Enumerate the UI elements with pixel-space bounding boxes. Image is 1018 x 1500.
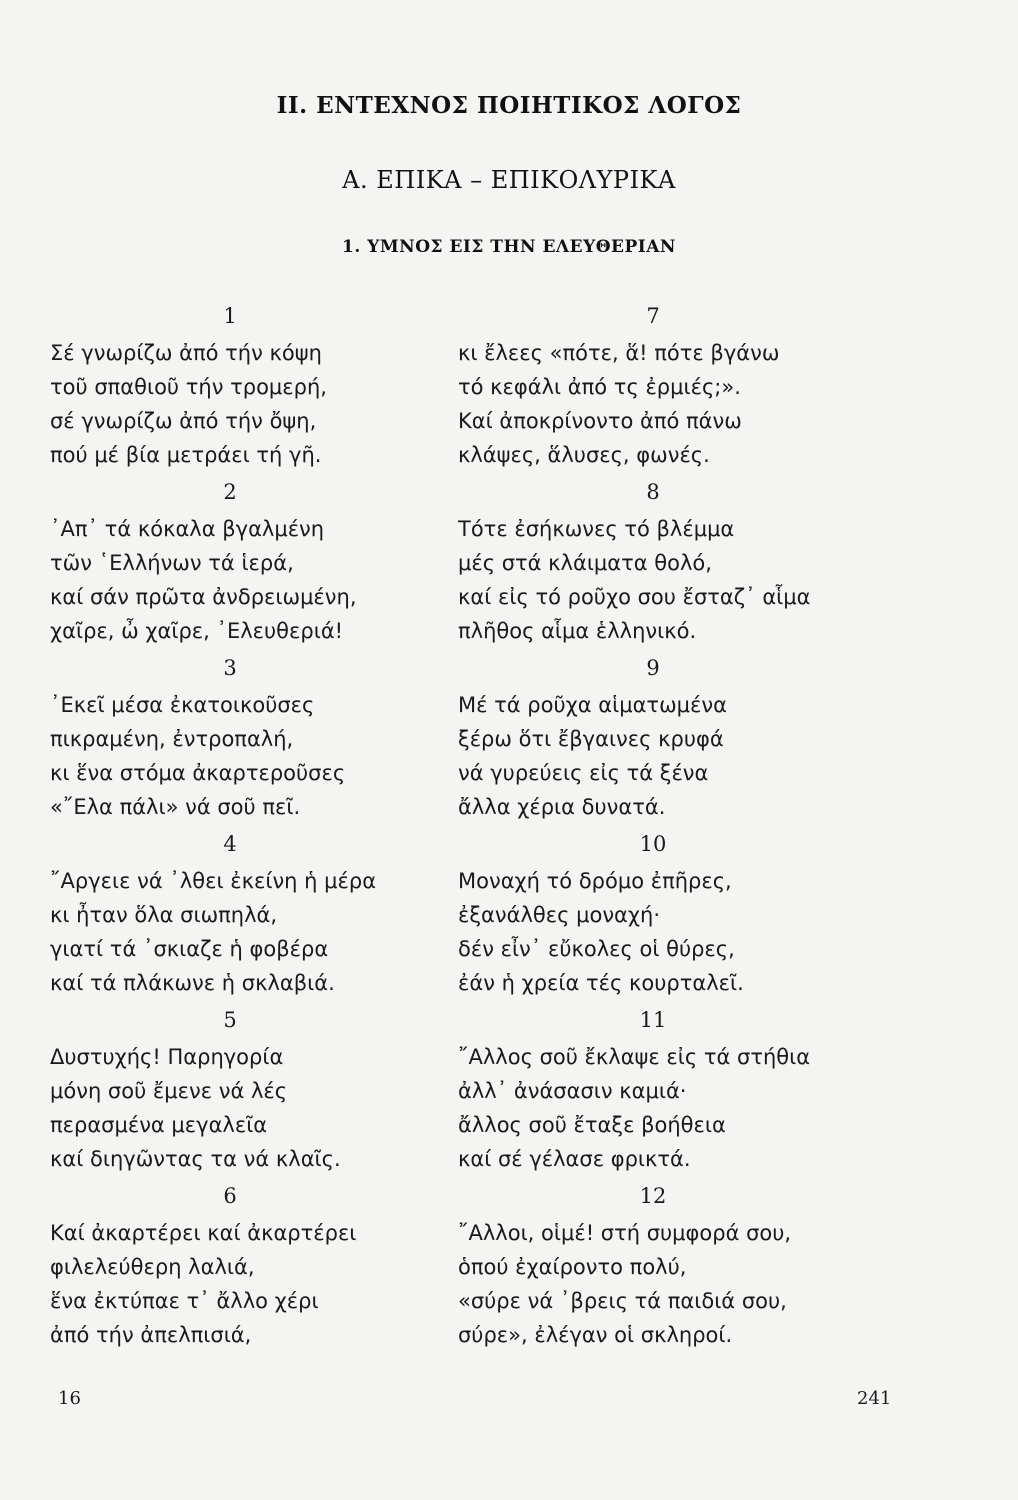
stanza-number: 6 — [223, 1184, 237, 1208]
verse-line: ἐξανάλθες μοναχή· — [458, 903, 661, 927]
verse-line: καί τά πλάκωνε ἡ σκλαβιά. — [50, 971, 335, 995]
stanza-number: 4 — [223, 832, 237, 856]
stanza-number: 7 — [646, 304, 660, 328]
stanza — [50, 824, 450, 1000]
verse-line: ἀπό τήν ἀπελπισιά, — [50, 1323, 252, 1347]
verse-line: ἐάν ἡ χρεία τές κουρταλεῖ. — [458, 971, 744, 995]
verse-line: τῶν ῾Ελλήνων τά ἱερά, — [50, 551, 294, 575]
verse-line: τοῦ σπαθιοῦ τήν τρομερή, — [50, 375, 327, 399]
stanza — [50, 472, 450, 648]
verse-line: ξέρω ὅτι ἔβγαινες κρυφά — [458, 727, 724, 751]
stanza — [458, 648, 908, 824]
verse-line: Μέ τά ροῦχα αἱματωμένα — [458, 693, 727, 717]
part-title: II. ΕΝΤΕΧΝΟΣ ΠΟΙΗΤΙΚΟΣ ΛΟΓΟΣ — [276, 92, 742, 119]
stanza-number: 9 — [646, 656, 660, 680]
verse-line: φιλελεύθερη λαλιά, — [50, 1255, 255, 1279]
verse-line: μόνη σοῦ ἔμενε νά λές — [50, 1079, 288, 1103]
stanza-number: 3 — [223, 656, 237, 680]
verse-line: καί εἰς τό ροῦχο σου ἔσταζ᾿ αἷμα — [458, 585, 811, 609]
verse-line: Τότε ἐσήκωνες τό βλέμμα — [458, 517, 735, 541]
verse-line: ᾿Απ᾿ τά κόκαλα βγαλμένη — [50, 517, 325, 541]
verse-line: κι ἦταν ὅλα σιωπηλά, — [50, 903, 278, 927]
verse-line: καί διηγῶντας τα νά κλαῖς. — [50, 1147, 341, 1171]
stanza — [50, 1000, 450, 1176]
verse-line: δέν εἶν᾿ εὔκολες οἱ θύρες, — [458, 937, 735, 961]
verse-line: περασμένα μεγαλεῖα — [50, 1113, 268, 1137]
stanza — [458, 1000, 908, 1176]
stanza — [458, 824, 908, 1000]
verse-line: ῎Αργειε νά ᾿λθει ἐκείνη ἡ μέρα — [50, 869, 377, 893]
verse-line: ὁπού ἐχαίροντο πολύ, — [458, 1255, 687, 1279]
section-title: Α. ΕΠΙΚΑ – ΕΠΙΚΟΛΥΡΙΚΑ — [342, 166, 676, 194]
verse-line: Καί ἀποκρίνοντο ἀπό πάνω — [458, 409, 742, 433]
poem-title: 1. ΥΜΝΟΣ ΕΙΣ ΤΗΝ ΕΛΕΥΘΕΡΙΑΝ — [342, 237, 676, 257]
page-number: 241 — [857, 1388, 892, 1409]
verse-line: ἕνα ἐκτύπαε τ᾿ ἄλλο χέρι — [50, 1289, 319, 1313]
stanza-number: 5 — [223, 1008, 237, 1032]
stanza-number: 8 — [646, 480, 660, 504]
verse-line: Καί ἀκαρτέρει καί ἀκαρτέρει — [50, 1221, 357, 1245]
verse-line: ἄλλα χέρια δυνατά. — [458, 795, 666, 819]
right-column — [458, 296, 908, 1352]
verse-line: ἄλλος σοῦ ἔταξε βοήθεια — [458, 1113, 726, 1137]
verse-line: κλάψες, ἅλυσες, φωνές. — [458, 443, 710, 467]
stanza — [50, 648, 450, 824]
verse-line: «῎Ελα πάλι» νά σοῦ πεῖ. — [50, 795, 301, 819]
verse-line: σέ γνωρίζω ἀπό τήν ὄψη, — [50, 409, 317, 433]
stanza — [458, 1176, 908, 1352]
verse-line: Σέ γνωρίζω ἀπό τήν κόψη — [50, 341, 322, 365]
signature-mark: 16 — [58, 1388, 81, 1409]
verse-line: πλῆθος αἷμα ἑλληνικό. — [458, 619, 697, 643]
stanza-number: 11 — [639, 1008, 667, 1032]
verse-line: Μοναχή τό δρόμο ἐπῆρες, — [458, 869, 732, 893]
verse-line: ῎Αλλος σοῦ ἔκλαψε εἰς τά στήθια — [458, 1045, 811, 1069]
verse-line: τό κεφάλι ἀπό τς ἐρμιές;». — [458, 375, 741, 399]
verse-line: «σύρε νά ᾿βρεις τά παιδιά σου, — [458, 1289, 787, 1313]
stanza-number: 1 — [223, 304, 237, 328]
verse-line: κι ἔλεες «πότε, ἅ! πότε βγάνω — [458, 341, 780, 365]
stanza — [458, 472, 908, 648]
left-column — [50, 296, 450, 1352]
verse-line: γιατί τά ᾿σκιαζε ἡ φοβέρα — [50, 937, 329, 961]
stanza — [50, 296, 450, 472]
verse-line: πού μέ βία μετράει τή γῆ. — [50, 443, 322, 467]
stanza-number: 10 — [639, 832, 667, 856]
verse-line: κι ἕνα στόμα ἀκαρτεροῦσες — [50, 761, 346, 785]
verse-line: καί σάν πρῶτα ἀνδρειωμένη, — [50, 585, 357, 609]
verse-line: ἀλλ᾿ ἀνάσασιν καμιά· — [458, 1079, 687, 1103]
verse-line: Δυστυχής! Παρηγορία — [50, 1045, 284, 1069]
stanza — [458, 296, 908, 472]
verse-line: ῎Αλλοι, οἱμέ! στή συμφορά σου, — [458, 1221, 792, 1245]
verse-line: καί σέ γέλασε φρικτά. — [458, 1147, 691, 1171]
verse-line: πικραμένη, ἐντροπαλή, — [50, 727, 294, 751]
stanza-number: 12 — [639, 1184, 667, 1208]
stanza — [50, 1176, 450, 1352]
verse-line: νά γυρεύεις εἰς τά ξένα — [458, 761, 709, 785]
verse-line: μές στά κλάιματα θολό, — [458, 551, 712, 575]
verse-line: σύρε», ἐλέγαν οἱ σκληροί. — [458, 1323, 733, 1347]
stanza-number: 2 — [223, 480, 237, 504]
verse-line: ᾿Εκεῖ μέσα ἐκατοικοῦσες — [50, 693, 315, 717]
verse-line: χαῖρε, ὦ χαῖρε, ᾿Ελευθεριά! — [50, 619, 344, 643]
